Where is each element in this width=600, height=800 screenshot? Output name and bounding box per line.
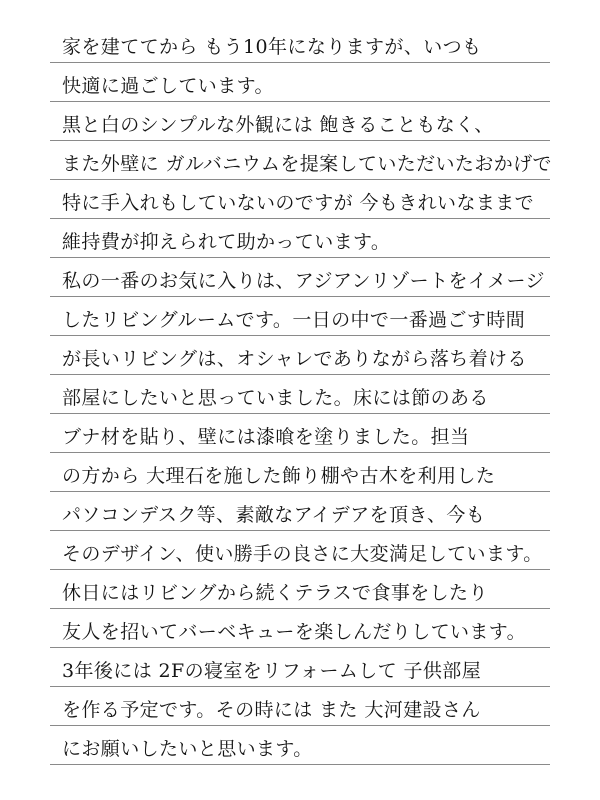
ruled-line (50, 218, 550, 219)
letter-line: 3年後には 2Fの寝室をリフォームして 子供部屋 (62, 660, 482, 682)
ruled-line (50, 140, 550, 141)
ruled-line (50, 62, 550, 63)
ruled-line (50, 530, 550, 531)
letter-line: そのデザイン、使い勝手の良さに大変満足しています。 (62, 543, 543, 565)
letter-line: ブナ材を貼り、壁には漆喰を塗りました。担当 (62, 426, 470, 448)
letter-line: 黒と白のシンプルな外観には 飽きることもなく、 (62, 114, 494, 136)
letter-line: 特に手入れもしていないのですが 今もきれいなままで (62, 192, 535, 214)
ruled-line (50, 374, 550, 375)
letter-line: パソコンデスク等、素敵なアイデアを頂き、今も (62, 504, 486, 526)
letter-line: にお願いしたいと思います。 (62, 738, 313, 760)
ruled-line (50, 647, 550, 648)
letter-line: 私の一番のお気に入りは、アジアンリゾートをイメージ (62, 270, 545, 292)
ruled-line (50, 686, 550, 687)
letter-line: したリビングルームです。一日の中で一番過ごす時間 (62, 309, 526, 331)
ruled-line (50, 452, 550, 453)
letter-line: の方から 大理石を施した飾り棚や古木を利用した (62, 465, 496, 487)
ruled-line (50, 764, 550, 765)
ruled-line (50, 101, 550, 102)
letter-line: また外壁に ガルバニウムを提案していただいたおかげで (62, 153, 552, 175)
ruled-line (50, 413, 550, 414)
letter-line: 家を建ててから もう10年になりますが、いつも (62, 36, 482, 58)
letter-line: を作る予定です。その時には また 大河建設さん (62, 699, 481, 721)
ruled-line (50, 725, 550, 726)
letter-line: 友人を招いてバーベキューを楽しんだりしています。 (62, 621, 527, 643)
letter-line: 休日にはリビングから続くテラスで食事をしたり (62, 582, 488, 604)
ruled-line (50, 491, 550, 492)
ruled-line (50, 608, 550, 609)
letter-line: 快適に過ごしています。 (62, 75, 274, 97)
ruled-line (50, 257, 550, 258)
ruled-line (50, 179, 550, 180)
ruled-line (50, 296, 550, 297)
letter-line: が長いリビングは、オシャレでありながら落ち着ける (62, 348, 527, 370)
letter-line: 部屋にしたいと思っていました。床には節のある (62, 387, 489, 409)
ruled-line (50, 569, 550, 570)
letter-line: 維持費が抑えられて助かっています。 (62, 231, 391, 253)
ruled-line (50, 335, 550, 336)
